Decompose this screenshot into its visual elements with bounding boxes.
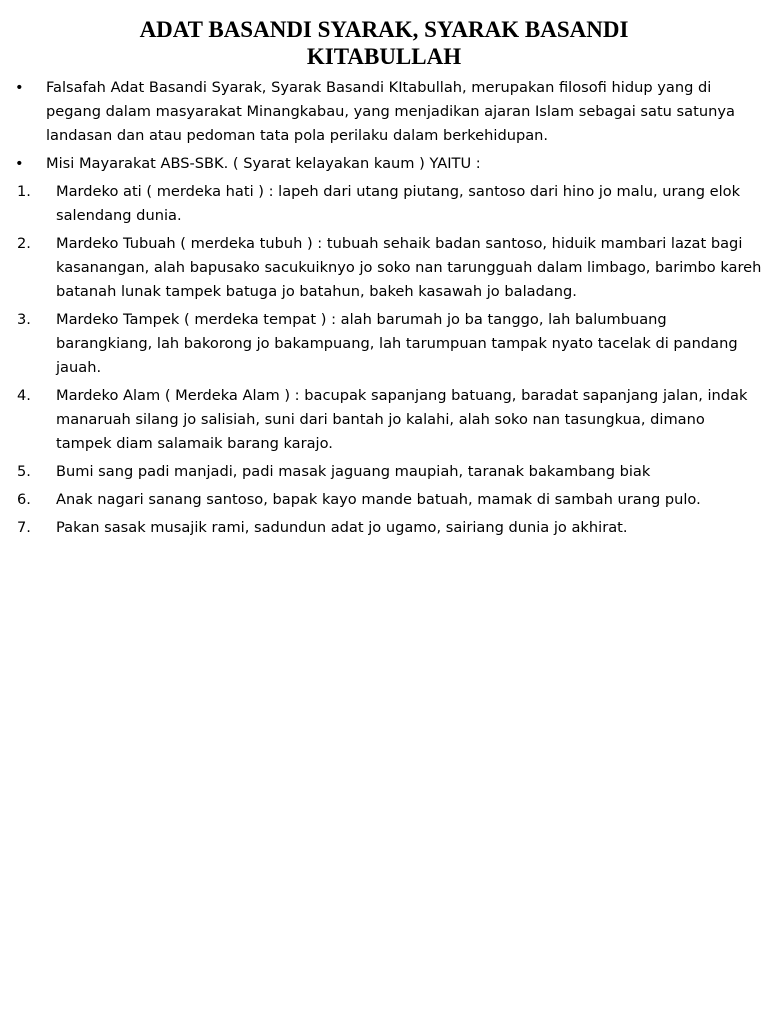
- list-item: [0, 516, 768, 540]
- bullet-item: [0, 152, 768, 176]
- list-item-text: Mardeko Tubuah ( merdeka tubuh ) : tubuah sehaik badan santoso, hiduik mambari lazat bagi kasanangan, alah bapusako sacukuiknyo jo soko nan tarungguah dalam limbago, barimbo kareh batanah lunak tampek batuga jo batahun, bakeh kasawah jo baladang.: [56, 235, 762, 300]
- bullet-icon: •: [15, 79, 24, 96]
- list-item-text: Mardeko Alam ( Merdeka Alam ) : bacupak sapanjang batuang, baradat sapanjang jalan, indak manaruah silang jo salisiah, suni dari bantah jo kalahi, alah soko nan tasungkua, dimano tampek diam salamaik barang karajo.: [56, 387, 748, 452]
- bullet-text: Misi Mayarakat ABS-SBK. ( Syarat kelayakan kaum ) YAITU :: [46, 155, 481, 172]
- list-item: [0, 180, 768, 228]
- slide-content: [0, 76, 768, 544]
- list-item-number: 6.: [17, 491, 31, 508]
- bullet-icon: •: [15, 155, 24, 172]
- list-item-text: Pakan sasak musajik rami, sadundun adat jo ugamo, sairiang dunia jo akhirat.: [56, 519, 628, 536]
- list-item-text: Mardeko ati ( merdeka hati ) : lapeh dari utang piutang, santoso dari hino jo malu, urang elok salendang dunia.: [56, 183, 741, 224]
- list-item-number: 4.: [17, 387, 31, 404]
- list-item: [0, 460, 768, 484]
- list-item-text: Anak nagari sanang santoso, bapak kayo mande batuah, mamak di sambah urang pulo.: [56, 491, 701, 508]
- bullet-list: [0, 76, 768, 176]
- slide-title: ADAT BASANDI SYARAK, SYARAK BASANDI KITABULLAH: [139, 17, 629, 69]
- bullet-text: Falsafah Adat Basandi Syarak, Syarak Basandi KItabullah, merupakan filosofi hidup yang di pegang dalam masyarakat Minangkabau, yang menjadikan ajaran Islam sebagai satu satunya landasan dan atau pedoman tata pola perilaku dalam berkehidupan.: [46, 79, 735, 144]
- list-item-text: Mardeko Tampek ( merdeka tempat ) : alah barumah jo ba tanggo, lah balumbuang barangkiang, lah bakorong jo bakampuang, lah tarumpuan tampak nyato tacelak di pandang jauah.: [56, 311, 738, 376]
- numbered-list: [0, 180, 768, 540]
- list-item: [0, 308, 768, 380]
- list-item: [0, 384, 768, 456]
- list-item-number: 5.: [17, 463, 31, 480]
- list-item-number: 2.: [17, 235, 31, 252]
- list-item: [0, 488, 768, 512]
- list-item: [0, 232, 768, 304]
- bullet-item: [0, 76, 768, 148]
- list-item-number: 7.: [17, 519, 31, 536]
- list-item-text: Bumi sang padi manjadi, padi masak jaguang maupiah, taranak bakambang biak: [56, 463, 651, 480]
- list-item-number: 3.: [17, 311, 31, 328]
- list-item-number: 1.: [17, 183, 31, 200]
